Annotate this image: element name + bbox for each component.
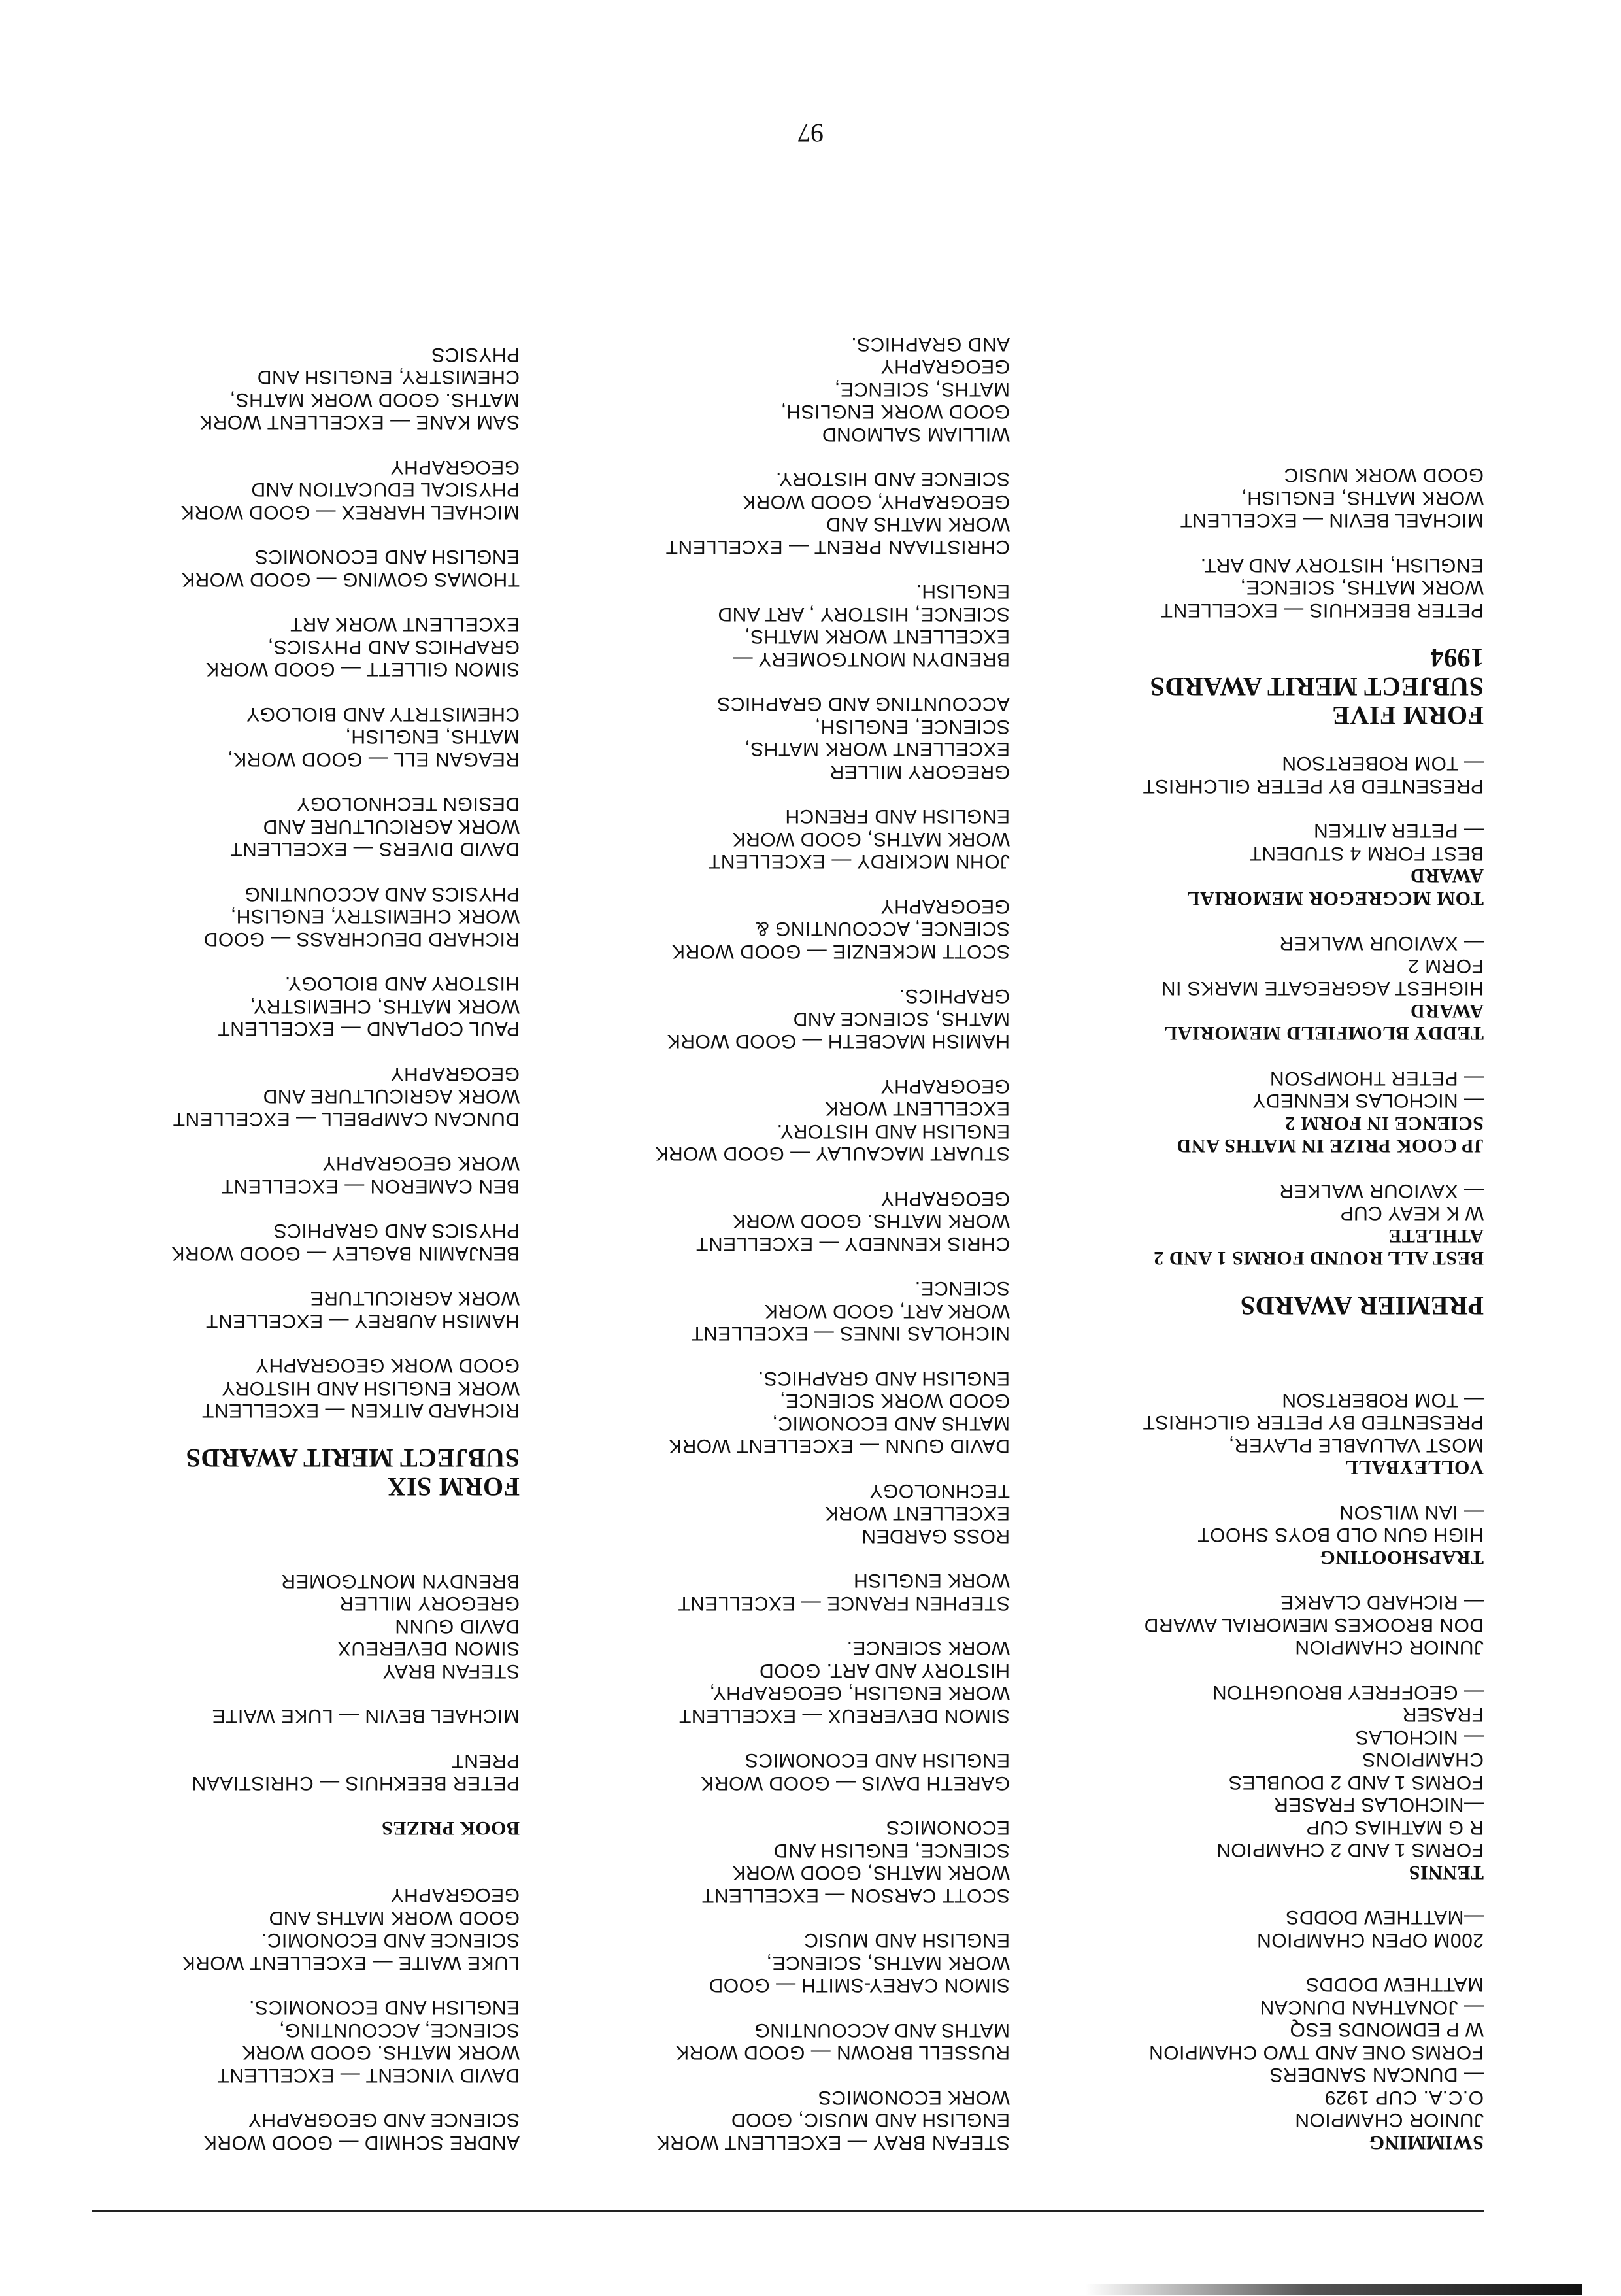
merit-entry	[592, 805, 1010, 873]
text-line: SCIENCE AND HISTORY.	[775, 468, 1010, 490]
text-line: WORK ENGLISH, GEOGRAPHY,	[709, 1682, 1010, 1704]
merit-entry	[592, 1367, 1010, 1457]
text-line: GEOGRAPHY	[390, 456, 520, 478]
text-line: WORK AGRICULTURE	[310, 1287, 520, 1309]
merit-entry	[101, 1287, 520, 1332]
text-line: MICHAEL HARREX — GOOD WORK	[180, 501, 520, 523]
merit-entry	[101, 792, 520, 860]
text-line: DON BROOKES MEMORIAL AWARD	[1144, 1614, 1484, 1636]
text-line: NICHOLAS INNES — EXCELLENT	[690, 1323, 1010, 1345]
merit-entry	[1065, 554, 1484, 622]
text-line: SIMON CAREY-SMITH — GOOD	[709, 1974, 1010, 1997]
text-line: ENGLISH AND MUSIC	[803, 1929, 1010, 1951]
merit-entry	[1065, 464, 1484, 532]
merit-entry	[592, 2086, 1010, 2154]
text-line: WORK ENGLISH AND HISTORY	[222, 1377, 520, 1399]
text-line: — IAN WILSON	[1339, 1502, 1484, 1523]
merit-entry	[592, 467, 1010, 558]
text-line: WORK AGRICULTURE AND	[263, 1085, 520, 1107]
text-line: EXCELLENT WORK	[824, 1502, 1010, 1525]
text-line: BEN CAMERON — EXCELLENT	[221, 1175, 520, 1197]
award-heading: ATHLETE	[1388, 1225, 1484, 1247]
merit-entry	[101, 883, 520, 951]
text-line: GEOGRAPHY	[390, 1884, 520, 1906]
text-line: MATHS, ENGLISH,	[345, 726, 520, 748]
text-line: EXCELLENT WORK MATHS,	[744, 626, 1010, 648]
text-line: REAGAN ELL — GOOD WORK,	[227, 749, 520, 770]
text-line: — JONATHAN DUNCAN	[1260, 1997, 1484, 2018]
text-line: SCOTT CARSON — EXCELLENT	[701, 1885, 1010, 1906]
text-line: STEPHEN FRANCE — EXCELLENT	[677, 1593, 1010, 1614]
award-heading: TEDDY BLOMFIELD MEMORIAL	[1163, 1022, 1484, 1045]
text-line: ENGLISH AND FRENCH	[784, 805, 1010, 828]
text-line: WORK MATHS AND	[826, 513, 1010, 535]
text-line: CHEMISTRY, ENGLISH AND	[257, 366, 520, 388]
text-line: STEFAN BRAY	[382, 1661, 520, 1682]
text-line: — GEOFFREY BROUGHTON	[1212, 1681, 1484, 1703]
merit-entry	[101, 456, 520, 524]
text-line: ENGLISH.	[915, 581, 1010, 603]
text-line: GOOD WORK SCIENCE,	[779, 1390, 1010, 1412]
text-line: WORK AGRICULTURE AND	[263, 816, 520, 837]
text-line: GREGORY MILLER	[339, 1593, 520, 1615]
text-line: LUKE WAITE — EXCELLENT WORK	[182, 1952, 520, 1974]
section-heading-tennis: TENNIS	[1409, 1862, 1484, 1883]
award-heading: JP COOK PRIZE IN MATHS AND	[1177, 1135, 1484, 1157]
text-line: BRENDYN MONTGOMERY —	[733, 649, 1010, 670]
merit-entry	[592, 1929, 1010, 1997]
text-line: FORM 2	[1407, 955, 1484, 977]
text-line: FORMS ONE AND TWO CHAMPION	[1148, 2042, 1484, 2063]
text-line: ROSS GARDEN	[861, 1525, 1010, 1547]
text-line: 200M OPEN CHAMPION	[1256, 1929, 1484, 1951]
text-line: GREGORY MILLER	[829, 761, 1010, 783]
text-line: GEOGRAPHY, GOOD WORK	[742, 491, 1010, 513]
text-line: — PETER THOMPSON	[1269, 1068, 1484, 1089]
text-line: ANDRE SCHMID — GOOD WORK	[203, 2132, 520, 2153]
text-line: WORK CHEMISTRY, ENGLISH,	[230, 905, 520, 928]
merit-entry	[592, 1075, 1010, 1165]
merit-entry	[101, 1152, 520, 1197]
text-line: — TOM ROBERTSON	[1281, 752, 1484, 775]
merit-entry	[101, 1219, 520, 1264]
text-line: CHRISTIAAN PRENT — EXCELLENT	[665, 536, 1010, 558]
text-line: PHYSICS	[431, 344, 520, 365]
award-heading: SCIENCE IN FORM 2	[1284, 1113, 1484, 1134]
text-line: MATHS, SCIENCE AND	[793, 1008, 1010, 1030]
premier-awards-heading: PREMIER AWARDS	[1240, 1291, 1484, 1321]
text-line: GRAPHICS AND PHYSICS,	[267, 636, 520, 658]
merit-entry	[592, 1816, 1010, 1906]
column-book-prizes-form-six	[101, 160, 520, 2153]
text-line: WORK GEOGRAPHY	[322, 1153, 520, 1175]
text-line: EXCELLENT WORK MATHS,	[744, 738, 1010, 760]
text-line: PHYSICS AND ACCOUNTING	[244, 883, 520, 905]
text-line: — RICHARD CLARKE	[1280, 1591, 1484, 1613]
text-line: WORK MATHS, GOOD WORK	[732, 828, 1010, 850]
text-line: STUART MACAULAY — GOOD WORK	[654, 1143, 1010, 1165]
text-line: GEOGRAPHY	[880, 896, 1010, 917]
text-line: PHYSICS AND GRAPHICS	[273, 1220, 520, 1242]
text-line: HIGHEST AGGREGATE MARKS IN	[1161, 977, 1484, 1000]
award-heading: AWARD	[1410, 865, 1484, 887]
text-line: SCIENCE AND ECONOMIC.	[261, 1929, 520, 1951]
merit-entry	[592, 895, 1010, 963]
text-line: PRESENTED BY PETER GILCHRIST	[1143, 1411, 1484, 1434]
text-line: DAVID DIVERS — EXCELLENT	[229, 838, 520, 860]
text-line: BRENDYN MONTGOMER	[280, 1570, 520, 1592]
text-line: GEOGRAPHY	[880, 1075, 1010, 1097]
text-line: RUSSELL BROWN — GOOD WORK	[675, 2042, 1010, 2064]
text-line: HIGH GUN OLD BOYS SHOOT	[1197, 1524, 1484, 1546]
text-line: DAVID GUNN — EXCELLENT WORK	[668, 1435, 1010, 1457]
award-heading: BEST ALL ROUND FORMS 1 AND 2	[1153, 1247, 1484, 1270]
text-line: TECHNOLOGY	[869, 1480, 1010, 1502]
column-sports-premier	[1065, 160, 1484, 2153]
text-line: PAUL COPLAND — EXCELLENT	[217, 1018, 520, 1040]
text-line: JUNIOR CHAMPION	[1294, 2109, 1484, 2131]
text-line: WORK ECONOMICS	[818, 2087, 1010, 2108]
text-line: WORK ART, GOOD WORK	[764, 1300, 1010, 1322]
text-line: JOHN MCKIRDY — EXCELLENT	[708, 851, 1010, 873]
text-line: ENGLISH AND ECONOMICS.	[248, 1997, 520, 2019]
text-line: W P EDMONDS ESQ	[1290, 2019, 1484, 2041]
merit-entry	[101, 343, 520, 433]
text-line: — XAVIOUR WALKER	[1278, 1180, 1484, 1202]
text-line: —MATTHEW DODDS	[1285, 1906, 1484, 1929]
text-line: — PETER AITKEN	[1313, 820, 1484, 842]
book-prizes-heading: BOOK PRIZES	[381, 1817, 520, 1839]
form-five-heading: FORM FIVE	[1331, 701, 1484, 730]
text-line: —NICHOLAS FRASER	[1273, 1794, 1484, 1816]
text-line: BENJAMIN BAGLEY — GOOD WORK	[171, 1243, 520, 1264]
text-line: PHYSICAL EDUCATION AND	[250, 479, 520, 501]
section-heading-volleyball: VOLLEYBALL	[1345, 1457, 1484, 1479]
text-line: FRASER	[1402, 1704, 1484, 1726]
text-line: GOOD WORK MATHS AND	[269, 1907, 520, 1929]
merit-entry	[592, 692, 1010, 783]
text-line: WILLIAM SALMOND	[822, 424, 1010, 445]
form-five-year: 1994	[1430, 643, 1484, 673]
text-line: SIMON GILLETT — GOOD WORK	[205, 658, 520, 681]
text-line: HAMISH MACBETH — GOOD WORK	[667, 1030, 1010, 1053]
merit-entry	[592, 580, 1010, 670]
merit-entry	[101, 1354, 520, 1422]
text-line: GEOGRAPHY	[880, 356, 1010, 378]
merit-entry	[101, 1996, 520, 2086]
text-line: WORK ENGLISH	[853, 1570, 1010, 1592]
text-line: SCIENCE, ACCOUNTING &	[756, 918, 1010, 940]
text-line: EXCELLENT WORK	[824, 1098, 1010, 1120]
text-line: SCOTT MCKENZIE — GOOD WORK	[671, 941, 1010, 962]
text-line: PETER BEEKHUIS — CHRISTIAAN	[192, 1772, 520, 1795]
text-line: HISTORY AND BIOLOGY.	[284, 973, 520, 995]
text-line: DAVID VINCENT — EXCELLENT	[216, 2065, 520, 2086]
text-line: AND GRAPHICS.	[850, 333, 1010, 355]
merit-entry	[101, 972, 520, 1040]
text-line: WORK MATHS, SCIENCE,	[1240, 577, 1484, 599]
section-heading-swimming: SWIMMING	[1369, 2132, 1484, 2153]
text-line: — DUNCAN SANDERS	[1269, 2064, 1484, 2086]
merit-entry	[101, 1883, 520, 1974]
text-line: DUNCAN CAMPBELL — EXCELLENT	[173, 1108, 520, 1130]
text-line: WORK MATHS, GOOD WORK	[732, 1862, 1010, 1884]
merit-entry	[101, 703, 520, 771]
text-line: STEFAN BRAY — EXCELLENT WORK	[656, 2132, 1010, 2153]
award-heading: AWARD	[1410, 1000, 1484, 1022]
text-line: CHAMPIONS	[1362, 1749, 1484, 1771]
merit-entry	[592, 1749, 1010, 1794]
text-line: — NICHOLAS	[1355, 1727, 1484, 1748]
text-line: ENGLISH, HISTORY AND ART.	[1200, 554, 1484, 576]
text-line: SCIENCE, ENGLISH AND	[773, 1840, 1010, 1861]
page-rule	[92, 2210, 1484, 2212]
merit-entry	[592, 1479, 1010, 1547]
form-five-subheading: SUBJECT MERIT AWARDS	[1150, 672, 1484, 701]
merit-entry	[592, 333, 1010, 446]
text-line: PETER BEEKHUIS — EXCELLENT	[1160, 599, 1484, 621]
text-line: WORK MATHS, CHEMISTRY,	[250, 996, 520, 1017]
text-line: WORK MATHS, ENGLISH,	[1241, 487, 1484, 509]
text-line: ENGLISH AND GRAPHICS.	[758, 1368, 1010, 1389]
text-line: SIMON DEVEREUX — EXCELLENT	[678, 1705, 1010, 1727]
section-heading-trapshooting: TRAPSHOOTING	[1319, 1547, 1484, 1568]
merit-entry	[101, 1062, 520, 1130]
text-line: WORK MATHS, SCIENCE,	[766, 1952, 1010, 1974]
text-line: MATTHEW DODDS	[1305, 1974, 1484, 1996]
text-line: MATHS, SCIENCE,	[834, 379, 1010, 400]
text-line: RICHARD AITKEN — EXCELLENT	[201, 1400, 520, 1422]
text-line: PRESENTED BY PETER GILCHRIST	[1143, 775, 1484, 797]
text-line: ENGLISH AND ECONOMICS	[254, 546, 520, 568]
text-line: CHRIS KENNEDY — EXCELLENT	[695, 1233, 1010, 1255]
text-line: SCIENCE, ENGLISH,	[814, 716, 1010, 737]
form-six-subheading: SUBJECT MERIT AWARDS	[186, 1443, 520, 1474]
scan-edge-bar	[1085, 2284, 1582, 2295]
text-line: CHEMISTRTY AND BIOLOGY	[246, 703, 520, 725]
merit-entry	[592, 2019, 1010, 2064]
text-line: FORMS 1 AND 2 CHAMPION	[1216, 1839, 1484, 1861]
text-line: WORK MATHS. GOOD WORK	[732, 1210, 1010, 1232]
text-line: MATHS AND ECONOMIC,	[772, 1413, 1010, 1434]
text-line: ENGLISH AND HISTORY.	[777, 1121, 1010, 1142]
text-line: MATHS AND ACCOUNTING	[754, 2019, 1010, 2041]
text-line: ECONOMICS	[886, 1817, 1010, 1839]
text-line: MOST VALUABLE PLAYER,	[1228, 1434, 1484, 1456]
text-line: SCIENCE, ACCOUNTING,	[278, 2019, 520, 2041]
page-number: 97	[797, 118, 824, 148]
award-heading: TOM MCGREGOR MEMORIAL	[1186, 888, 1484, 909]
text-line: SIMON DEVEREUX	[337, 1638, 520, 1660]
merit-entry	[592, 1187, 1010, 1255]
tennis-lines	[1065, 1591, 1484, 1861]
text-line: GOOD WORK ENGLISH,	[780, 401, 1010, 423]
text-line: MATHS. GOOD WORK MATHS,	[229, 389, 520, 411]
text-line: GRAPHICS.	[899, 985, 1010, 1007]
text-line: HISTORY AND ART. GOOD	[759, 1660, 1010, 1681]
merit-entry	[592, 1277, 1010, 1345]
text-line: RICHARD DEUCHRASS — GOOD	[203, 928, 520, 950]
text-line: GEOGRAPHY	[880, 1188, 1010, 1209]
text-line: W K KEAY CUP	[1340, 1202, 1484, 1224]
merit-entry	[592, 985, 1010, 1053]
text-line: FORMS 1 AND 2 DOUBLES	[1228, 1772, 1484, 1793]
text-line: — TOM ROBERTSON	[1281, 1389, 1484, 1411]
text-line: JUNIOR CHAMPION	[1294, 1636, 1484, 1659]
text-line: HAMISH AUBREY — EXCELLENT	[205, 1310, 520, 1332]
text-line: SCIENCE AND GEOGRAPHY	[248, 2109, 520, 2131]
swimming-lines	[1065, 1906, 1484, 2131]
text-line: O.C.A. CUP 1929	[1324, 2087, 1484, 2108]
form-six-heading: FORM SIX	[387, 1472, 520, 1502]
merit-entry	[101, 613, 520, 681]
text-line: SCIENCE.	[914, 1277, 1010, 1300]
text-line: SAM KANE — EXCELLENT WORK	[199, 411, 520, 433]
text-line: MICHAEL BEVIN — EXCELLENT	[1180, 509, 1484, 532]
text-line: PRENT	[451, 1750, 520, 1772]
text-line: ACCOUNTING AND GRAPHICS	[716, 693, 1010, 715]
text-line: MICHAEL BEVIN — LUKE WAITE	[212, 1705, 520, 1727]
merit-entry	[592, 1569, 1010, 1614]
text-line: THOMAS GOWING — GOOD WORK	[181, 569, 520, 590]
text-line: DAVID GUNN	[394, 1615, 520, 1637]
text-line: — NICHOLAS KENNEDY	[1252, 1090, 1484, 1112]
text-line: GARETH DAVIS — GOOD WORK	[700, 1772, 1010, 1794]
text-line: WORK MATHS. GOOD WORK	[242, 2042, 520, 2064]
text-line: R G MATHIAS CUP	[1306, 1817, 1484, 1838]
text-line: WORK SCIENCE.	[846, 1637, 1010, 1659]
column-form-five-merit	[592, 160, 1010, 2153]
text-line: EXCELLENT WORK ART	[290, 613, 520, 635]
merit-entry	[101, 2108, 520, 2153]
merit-entry	[592, 1636, 1010, 1727]
merit-entry	[101, 545, 520, 590]
text-line: GOOD WORK MUSIC	[1284, 464, 1484, 486]
text-line: BEST FORM 4 STUDENT	[1249, 843, 1484, 864]
text-line: GEOGRAPHY	[390, 1063, 520, 1085]
text-line: ENGLISH AND MUSIC, GOOD	[731, 2109, 1010, 2131]
text-line: ENGLISH AND ECONOMICS	[744, 1749, 1010, 1772]
text-line: — XAVIOUR WALKER	[1278, 932, 1484, 954]
text-line: DESIGN TECHNOLOGY	[296, 793, 520, 815]
text-line: GOOD WORK GEOGRAPHY	[255, 1355, 520, 1377]
text-line: SCIENCE, HISTORY , ART AND	[717, 603, 1010, 625]
